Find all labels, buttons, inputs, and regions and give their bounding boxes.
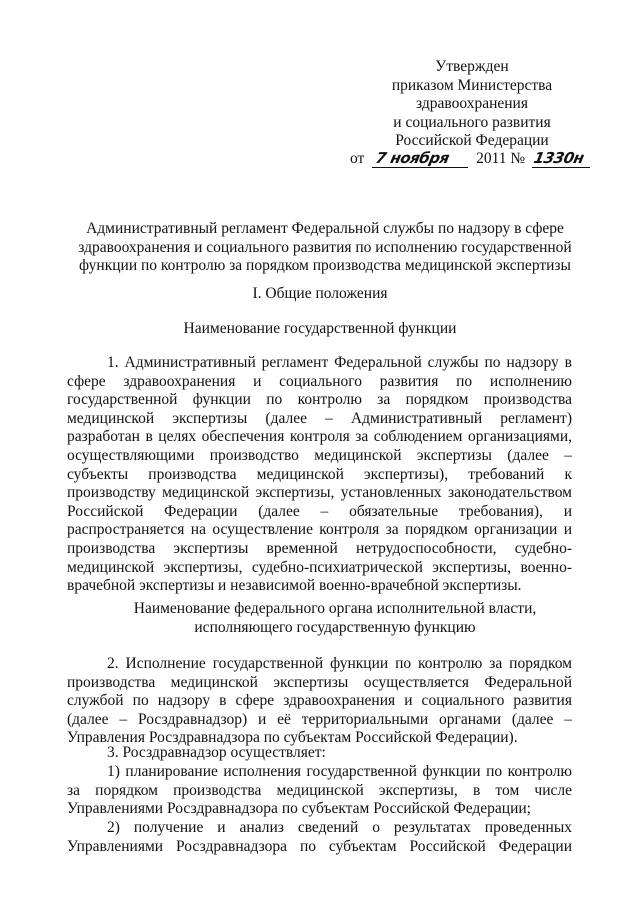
document-title bbox=[75, 220, 575, 276]
order-number-field bbox=[532, 150, 590, 168]
text-line: службой по надзору в сфере здравоохранения и социального развития bbox=[67, 692, 572, 710]
text-line: Управления Росздравнадзора по субъектам Российской Федерации). bbox=[67, 729, 518, 747]
subheading-line: исполняющего государственную функцию bbox=[194, 618, 476, 636]
text-line: распространяется на осуществление контроля за порядком организации и bbox=[67, 521, 572, 539]
approval-line: Утвержден bbox=[435, 58, 509, 75]
order-prefix: от bbox=[350, 150, 365, 167]
title-line: функции по контролю за порядком производства медицинской экспертизы bbox=[79, 257, 571, 275]
text-line: 2. Исполнение государственной функции по контролю за порядком bbox=[107, 655, 572, 672]
handwritten-number: 1330н bbox=[532, 149, 586, 167]
text-line: производству медицинской экспертизы, установленных законодательством bbox=[67, 484, 572, 502]
approval-line: приказом Министерства bbox=[391, 76, 553, 94]
subheading-function-name: Наименование государственной функции bbox=[183, 320, 457, 337]
text-line: производства экспертизы временной нетрудоспособности, судебно- bbox=[67, 539, 572, 557]
paragraph-3 bbox=[67, 744, 572, 763]
text-line: медицинской экспертизы, судебно-психиатрической экспертизы, военно- bbox=[67, 558, 572, 576]
subheading-line: Наименование федерального органа исполнительной власти, bbox=[133, 600, 537, 617]
approval-line: Российской Федерации bbox=[395, 132, 549, 150]
text-line: разработан в целях обеспечения контроля за соблюдением организациями, bbox=[67, 428, 572, 446]
order-year: 2011 № bbox=[476, 150, 526, 167]
title-line: здравоохранения и социального развития по исполнению государственной bbox=[78, 238, 572, 256]
order-date-field bbox=[372, 150, 468, 168]
text-line: врачебной экспертизы и независимой военно-врачебной экспертизы. bbox=[67, 577, 522, 595]
text-line: сфере здравоохранения и социального развития по исполнению bbox=[67, 372, 572, 390]
text-line: Российской Федерации (далее – обязательные требования), и bbox=[67, 502, 572, 520]
text-line: производства медицинской экспертизы осуществляется Федеральной bbox=[67, 673, 572, 691]
text-line: за порядком производства медицинской экспертизы, в том числе bbox=[67, 781, 572, 799]
handwritten-date: 7 ноября bbox=[374, 149, 451, 167]
text-line: (далее – Росздравнадзор) и её территориальными органами (далее – bbox=[67, 710, 572, 728]
subheading-authority bbox=[100, 600, 570, 637]
approval-line: и социального развития bbox=[393, 113, 551, 131]
paragraph-3-1 bbox=[67, 763, 572, 819]
text-line: 3. Росздравнадзор осуществляет: bbox=[107, 744, 326, 761]
approval-block bbox=[372, 58, 572, 151]
text-line: государственной функции по контролю за порядком производства bbox=[67, 391, 572, 409]
text-line: медицинской экспертизы (далее – Административный регламент) bbox=[67, 409, 572, 427]
order-reference bbox=[350, 150, 590, 169]
text-line: субъекты производства медицинской экспертизы), требований к bbox=[67, 465, 572, 483]
approval-line: здравоохранения bbox=[416, 95, 528, 113]
text-line: 1) планирование исполнения государственной функции по контролю bbox=[107, 763, 572, 780]
paragraph-2 bbox=[67, 655, 572, 748]
paragraph-3-2 bbox=[67, 819, 572, 856]
text-line: Управлениями Росздравнадзора по субъектам Российской Федерации; bbox=[67, 800, 531, 818]
text-line: Управлениями Росздравнадзора по субъектам Российской Федерации bbox=[67, 837, 572, 855]
text-line: 2) получение и анализ сведений о результатах проведенных bbox=[107, 819, 572, 836]
text-line: 1. Административный регламент Федеральной службы по надзору в bbox=[107, 354, 572, 371]
section-heading: I. Общие положения bbox=[252, 285, 388, 302]
text-line: осуществляющими производство медицинской экспертизы (далее – bbox=[67, 446, 572, 464]
title-line: Административный регламент Федеральной службы по надзору в сфере bbox=[86, 220, 564, 237]
paragraph-1 bbox=[67, 354, 572, 596]
